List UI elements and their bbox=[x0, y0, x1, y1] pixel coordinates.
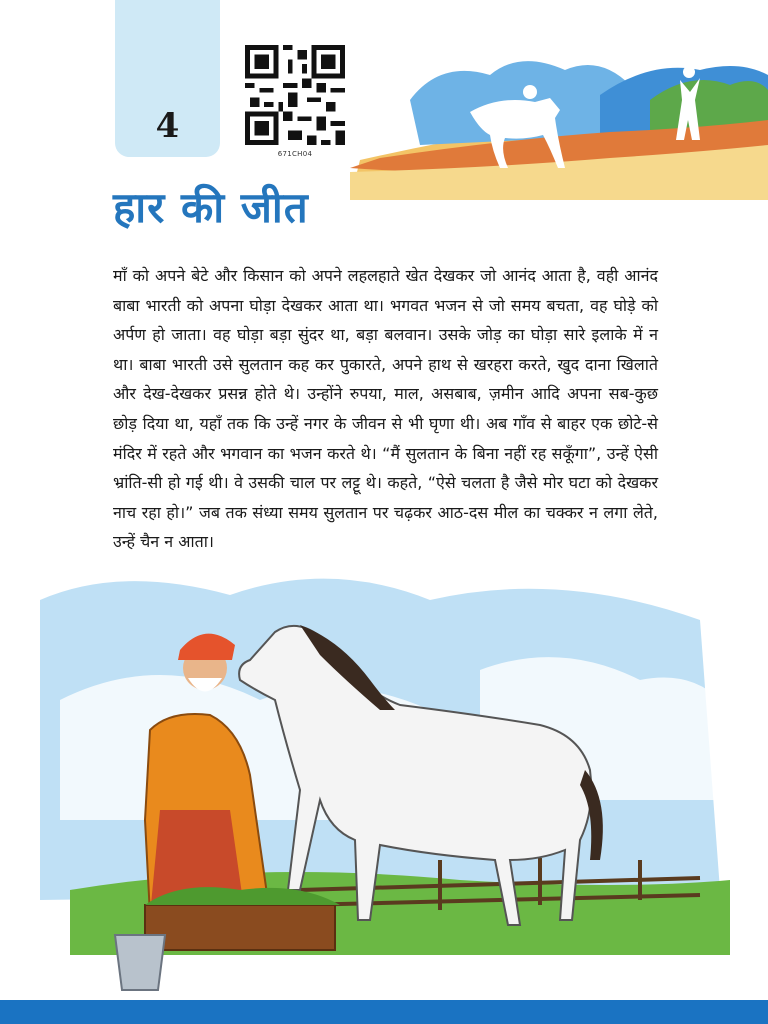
page-title: हार की जीत bbox=[113, 183, 309, 232]
footer-bar bbox=[0, 1000, 768, 1024]
chapter-tab bbox=[115, 0, 220, 157]
landscape-banner-image bbox=[350, 40, 768, 200]
chapter-number: 4 bbox=[155, 106, 180, 146]
qr-code-icon[interactable] bbox=[243, 45, 347, 145]
qr-code-caption: 671CH04 bbox=[277, 150, 313, 158]
baba-bharti-with-horse-illustration bbox=[0, 560, 768, 1000]
story-paragraph: माँ को अपने बेटे और किसान को अपने लहलहाते खेत देखकर जो आनंद आता है, वही आनंद बाबा भारती को अपना घोड़ा देखकर आता था। भगवत भजन से जो समय बचता, वह घोड़े को अर्पण हो जाता। वह घोड़ा बड़ा सुंदर था, बड़ा बलवान। उसके जोड़ का घोड़ा सारे इलाके में न था। बाबा भारती उसे सुलतान कह कर पुकारते, अपने हाथ से खरहरा करते, खुद दाना खिलाते और देख-देखकर प्रसन्न होते थे। उन्होंने रुपया, माल, असबाब, ज़मीन आदि अपना सब-कुछ छोड़ दिया था, यहाँ तक कि उन्हें नगर के जीवन से भी घृणा थी। अब गाँव से बाहर एक छोटे-से मंदिर में रहते और भगवान का भजन करते थे। “मैं सुलतान के बिना नहीं रह सकूँगा”, उन्हें ऐसी भ्रांति-सी हो गई थी। वे उसकी चाल पर लट्टू थे। कहते, “ऐसे चलता है जैसे मोर घटा को देखकर नाच रहा हो।” जब तक संध्या समय सुलतान पर चढ़कर आठ-दस मील का चक्कर न लगा लेते, उन्हें चैन न आता। bbox=[113, 266, 658, 552]
